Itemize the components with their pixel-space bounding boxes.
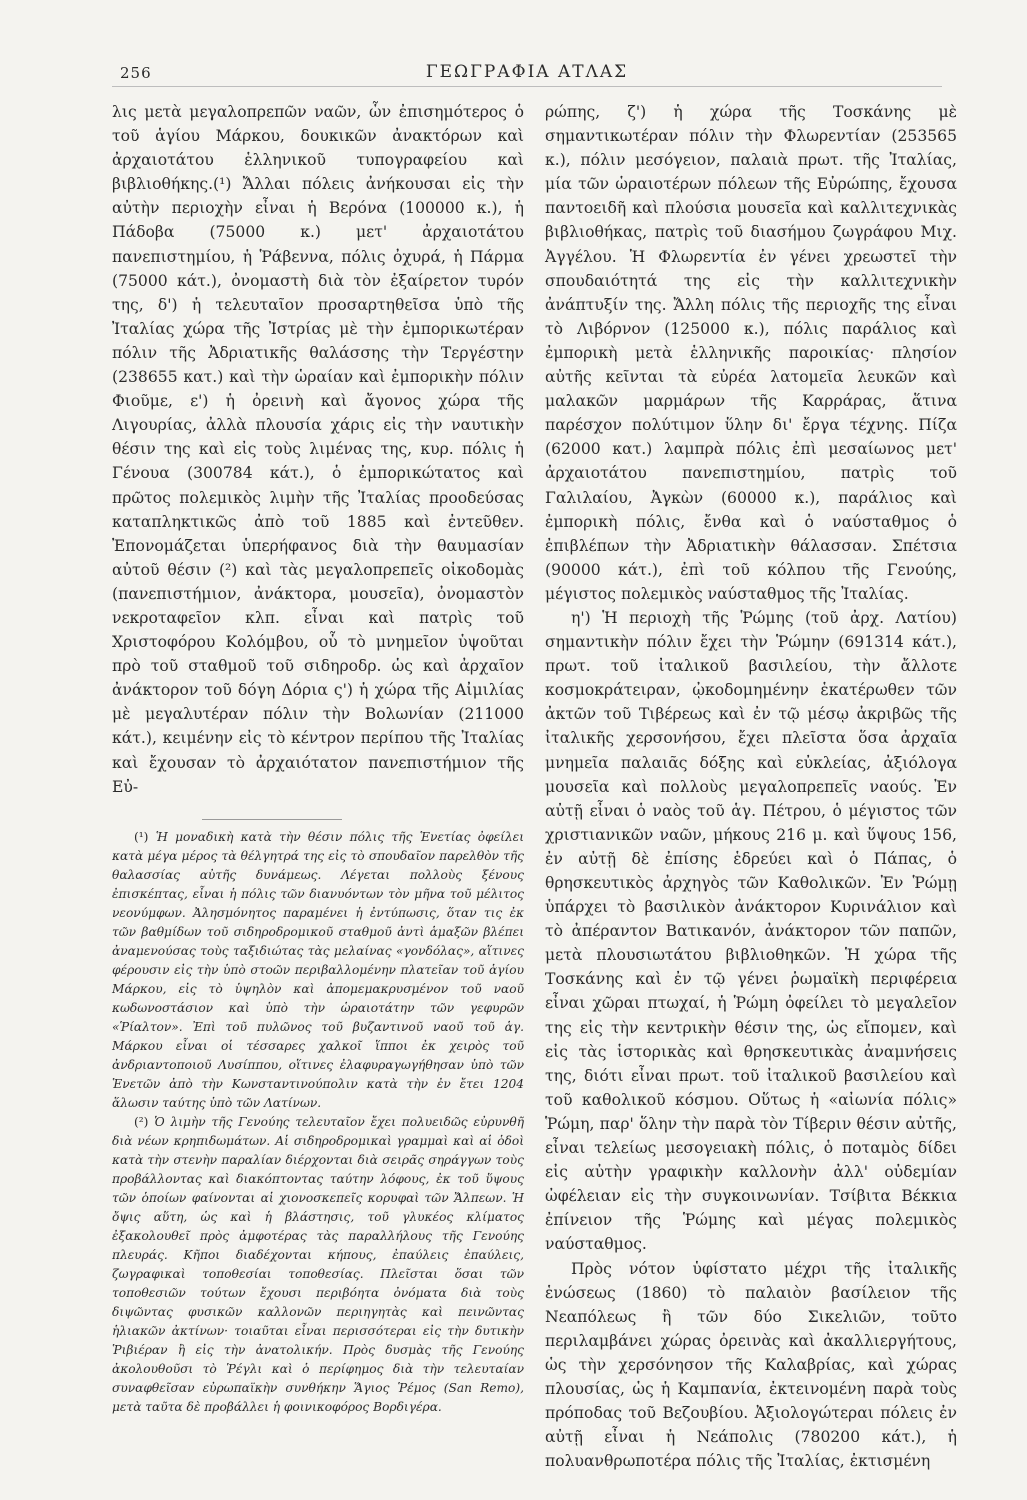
footnote-marker: (¹) [134,829,149,844]
footnote-text: Ἡ μοναδικὴ κατὰ τὴν θέσιν πόλις τῆς Ἑνετίας ὀφείλει κατὰ μέγα μέρος τὰ θέλγητρά της εἰς τὸ σπουδαῖον παρελθὸν τῆς θαλασσίας αὐτῆς δυνάμεως. Λέγεται πολλοὺς ξένους ἐπισκέπτας, εἶναι ἡ πόλις τῶν διανυόντων τὸν μῆνα τοῦ μέλιτος νεονύμφων. Ἀλησμόνητος παραμένει ἡ ἐντύπωσις, ὅταν τις ἐκ τῶν βαθμίδων τοῦ σιδηροδρομικοῦ σταθμοῦ ἀντὶ ἁμαξῶν βλέπει ἀναμενούσας τοὺς ταξιδιώτας τὰς μελαίνας «γονδόλας», αἵτινες φέρουσιν εἰς τὴν ὑπὸ στοῶν περιβαλλομένην πλατεῖαν τοῦ ἁγίου Μάρκου, εἰς τὸ ὑψηλὸν καὶ ἀπομεμακρυσμένον τοῦ ναοῦ κωδωνοστάσιον καὶ ὑπὸ τὴν ὡραιοτάτην τῶν γεφυρῶν «Ῥίαλτον». Ἐπὶ τοῦ πυλῶνος τοῦ βυζαντινοῦ ναοῦ τοῦ ἁγ. Μάρκου εἶναι οἱ τέσσαρες χαλκοῖ ἵπποι ἐκ χειρὸς τοῦ ἀνδριαντοποιοῦ Λυσίππου, οἵτινες ἐλαφυραγωγήθησαν ὑπὸ τῶν Ἑνετῶν ἀπὸ τὴν Κωνσταντινούπολιν κατὰ τὴν ἐν ἔτει 1204 ἅλωσιν ταύτης ὑπὸ τῶν Λατίνων. [112,829,525,1110]
page-header [112,58,942,87]
footnote-2 [112,1113,524,1417]
footnote-text: Ὁ λιμὴν τῆς Γενούης τελευταῖον ἔχει πολυειδῶς εὐρυνθῆ διὰ νέων κρηπιδωμάτων. Αἱ σιδηροδρομικαὶ γραμμαὶ καὶ αἱ ὁδοὶ κατὰ τὴν στενὴν παραλίαν διέρχονται διὰ σειρᾶς σηράγγων τοὺς προβάλλοντας καὶ διακόπτοντας ταύτην λόφους, ἐκ τοῦ ὕψους τῶν ὁποίων φαίνονται αἱ χιονοσκεπεῖς κορυφαὶ τῶν Ἄλπεων. Ἡ ὄψις αὕτη, ὡς καὶ ἡ βλάστησις, τοῦ γλυκέος κλίματος ἐξακολουθεῖ πρὸς ἀμφοτέρας τὰς παραλλήλους τῆς Γενούης πλευράς. Κῆποι διαδέχονται κήπους, ἐπαύλεις ἐπαύλεις, ζωγραφικαὶ τοποθεσίαι τοποθεσίας. Πλεῖσται ὅσαι τῶν τοποθεσιῶν τούτων ἔχουσι περιβόητα ὀνόματα διὰ τοὺς διψῶντας φυσικῶν καλλονῶν περιηγητὰς καὶ πεινῶντας ἡλιακῶν ἀκτίνων· τοιαῦται εἶναι περισσότεραι εἰς τὴν δυτικὴν Ῥιβιέραν ἢ εἰς τὴν ἀνατολικήν. Πρὸς δυσμὰς τῆς Γενούης ἀκολουθοῦσι τὸ Ῥέγλι καὶ ὁ περίφημος διὰ τὴν τελευταίαν συναφθεῖσαν εὐρωπαϊκὴν συνθήκην Ἅγιος Ῥέμος (San Remo), μετὰ ταῦτα δὲ προβάλλει ἡ φοινικοφόρος Βορδιγέρα. [112,1114,525,1414]
left-column [112,100,524,1417]
running-title: ΓΕΩΓΡΑΦΙΑ ΑΤΛΑΣ [425,62,629,82]
body-paragraph: η') Ἡ περιοχὴ τῆς Ῥώμης (τοῦ ἀρχ. Λατίου) σημαντικὴν πόλιν ἔχει τὴν Ῥώμην (691314 κάτ.), πρωτ. τοῦ ἰταλικοῦ βασιλείου, τὴν ἄλλοτε κοσμοκράτειραν, ᾠκοδομημένην ἑκατέρωθεν τῶν ἀκτῶν τοῦ Τιβέρεως καὶ ἐν τῷ μέσῳ ἀκριβῶς τῆς ἰταλικῆς χερσονήσου, ἔχει πλεῖστα ὅσα ἀρχαῖα μνημεῖα παλαιᾶς δόξης καὶ εὐκλείας, ἀξιόλογα μουσεῖα καὶ πολλοὺς μεγαλοπρεπεῖς ναούς. Ἐν αὐτῇ εἶναι ὁ ναὸς τοῦ ἁγ. Πέτρου, ὁ μέγιστος τῶν χριστιανικῶν ναῶν, μήκους 216 μ. καὶ ὕψους 156, ἐν αὐτῇ δὲ ἐπίσης ἑδρεύει καὶ ὁ Πάπας, ὁ θρησκευτικὸς ἀρχηγὸς τῶν Καθολικῶν. Ἐν Ῥώμῃ ὑπάρχει τὸ βασιλικὸν ἀνάκτορον Κυρινάλιον καὶ τὸ ἀπέραντον Βατικανόν, ἀνάκτορον τῶν παπῶν, μετὰ πλουσιωτάτου βιβλιοθηκῶν. Ἡ χώρα τῆς Τοσκάνης καὶ ἐν τῷ γένει ῥωμαϊκὴ περιφέρεια εἶναι χῶραι πτωχαί, ἡ Ῥώμη ὀφείλει τὸ μεγαλεῖον της εἰς τὴν κεντρικὴν θέσιν της, ὡς εἴπομεν, καὶ εἰς τὰς ἱστορικὰς καὶ θρησκευτικὰς ἀναμνήσεις της, διότι εἶναι πρωτ. τοῦ ἰταλικοῦ βασιλείου καὶ τοῦ καθολικοῦ κόσμου. Οὕτως ἡ «αἰωνία πόλις» Ῥώμη, παρ' ὅλην τὴν παρὰ τὸν Τίβεριν θέσιν αὐτῆς, εἶναι τελείως μεσογειακὴ πόλις, ὁ ποταμὸς δίδει εἰς αὐτὴν γραφικὴν καλλονὴν ἀλλ' οὐδεμίαν ὠφέλειαν εἰς τὴν συγκοινωνίαν. Τσίβιτα Βέκκια ἐπίνειον τῆς Ῥώμης καὶ μέγας πολεμικὸς ναύσταθμος. [545,608,957,1254]
body-paragraph: λις μετὰ μεγαλοπρεπῶν ναῶν, ὧν ἐπισημότερος ὁ τοῦ ἁγίου Μάρκου, δουκικῶν ἀνακτόρων καὶ ἀρχαιοτάτου ἑλληνικοῦ τυπογραφείου καὶ βιβλιοθήκης.(¹) Ἄλλαι πόλεις ἀνήκουσαι εἰς τὴν αὐτὴν περιοχὴν εἶναι ἡ Βερόνα (100000 κ.), ἡ Πάδοβα (75000 κ.) μετ' ἀρχαιοτάτου πανεπιστημίου, ἡ Ῥάβεννα, πόλις ὀχυρά, ἡ Πάρμα (75000 κάτ.), ὀνομαστὴ διὰ τὸν ἐξαίρετον τυρόν της, δ') ἡ τελευταῖον προσαρτηθεῖσα ὑπὸ τῆς Ἰταλίας χώρα τῆς Ἰστρίας μὲ τὴν ἐμπορικωτέραν πόλιν τῆς Ἀδριατικῆς θαλάσσης τὴν Τεργέστην (238655 κατ.) καὶ τὴν ὡραίαν καὶ ἐμπορικὴν πόλιν Φιοῦμε, ε') ἡ ὀρεινὴ καὶ ἄγονος χώρα τῆς Λιγουρίας, ἀλλὰ πλουσία χάρις εἰς τὴν ναυτικὴν θέσιν της καὶ εἰς τοὺς λιμένας της, κυρ. πόλις ἡ Γένουα (300784 κάτ.), ὁ ἐμπορικώτατος καὶ πρῶτος πολεμικὸς λιμὴν τῆς Ἰταλίας προοδεύσας καταπληκτικῶς ἀπὸ τοῦ 1885 καὶ ἐντεῦθεν. Ἐπονομάζεται ὑπερήφανος διὰ τὴν θαυμασίαν αὐτοῦ θέσιν (²) καὶ τὰς μεγαλοπρεπεῖς οἰκοδομὰς (πανεπιστήμιον, ἀνάκτορα, μουσεῖα), ὀνομαστὸν νεκροταφεῖον κλπ. εἶναι καὶ πατρὶς τοῦ Χριστοφόρου Κολόμβου, οὗ τὸ μνημεῖον ὑψοῦται πρὸ τοῦ σταθμοῦ τοῦ σιδηροδρ. ὡς καὶ ἀρχαῖον ἀνάκτορον τοῦ δόγη Δόρια ς') ἡ χώρα τῆς Αἰμιλίας μὲ μεγαλυτέραν πόλιν τὴν Βολωνίαν (211000 κάτ.), κειμένην εἰς τὸ κέντρον περίπου τῆς Ἰταλίας καὶ ἔχουσαν τὸ ἀρχαιότατον πανεπιστήμιον τῆς Εὐ- [112,103,524,796]
right-column [545,100,957,1473]
footnote-1 [112,828,524,1113]
body-paragraph: ρώπης, ζ') ἡ χώρα τῆς Τοσκάνης μὲ σημαντικωτέραν πόλιν τὴν Φλωρεντίαν (253565 κ.), πόλιν μεσόγειον, παλαιὰ πρωτ. τῆς Ἰταλίας, μία τῶν ὡραιοτέρων πόλεων τῆς Εὐρώπης, ἔχουσα παντοειδῆ καὶ πλούσια μουσεῖα καὶ καλλιτεχνικὰς βιβλιοθήκας, πατρὶς τοῦ διασήμου ζωγράφου Μιχ. Ἀγγέλου. Ἡ Φλωρεντία ἐν γένει χρεωστεῖ τὴν σπουδαιότητά της εἰς τὴν καλλιτεχνικὴν ἀνάπτυξίν της. Ἄλλη πόλις τῆς περιοχῆς της εἶναι τὸ Λιβόρνον (125000 κ.), πόλις παράλιος καὶ ἐμπορικὴ μετὰ ἑλληνικῆς παροικίας· πλησίον αὐτῆς κεῖνται τὰ εὐρέα λατομεῖα λευκῶν καὶ μαλακῶν μαρμάρων τῆς Καρράρας, ἅτινα παρέσχον πολύτιμον ὕλην δι' ἔργα τέχνης. Πίζα (62000 κατ.) λαμπρὰ πόλις ἐπὶ μεσαίωνος μετ' ἀρχαιοτάτου πανεπιστημίου, πατρὶς τοῦ Γαλιλαίου, Ἀγκὼν (60000 κ.), παράλιος καὶ ἐμπορικὴ πόλις, ἔνθα καὶ ὁ ναύσταθμος ὁ ἐπιβλέπων τὴν Ἀδριατικὴν θάλασσαν. Σπέτσια (90000 κάτ.), ἐπὶ τοῦ κόλπου τῆς Γενούης, μέγιστος πολεμικὸς ναύσταθμος τῆς Ἰταλίας. [545,103,957,603]
page-number: 256 [120,64,152,82]
footnote-marker: (²) [134,1114,149,1129]
footnote-divider [202,819,342,820]
body-paragraph: Πρὸς νότον ὑφίστατο μέχρι τῆς ἰταλικῆς ἑνώσεως (1860) τὸ παλαιὸν βασίλειον τῆς Νεαπόλεως ἢ τῶν δύο Σικελιῶν, τοῦτο περιλαμβάνει χώρας ὀρεινὰς καὶ ἀκαλλιεργήτους, ὡς τὴν χερσόνησον τῆς Καλαβρίας, καὶ χώρας πλουσίας, ὡς ἡ Καμπανία, ἐκτεινομένη παρὰ τοὺς πρόποδας τοῦ Βεζουβίου. Ἀξιολογώτεραι πόλεις ἐν αὐτῇ εἶναι ἡ Νεάπολις (780200 κάτ.), ἡ πολυανθρωποτέρα πόλις τῆς Ἰταλίας, ἐκτισμένη [545,1259,957,1471]
